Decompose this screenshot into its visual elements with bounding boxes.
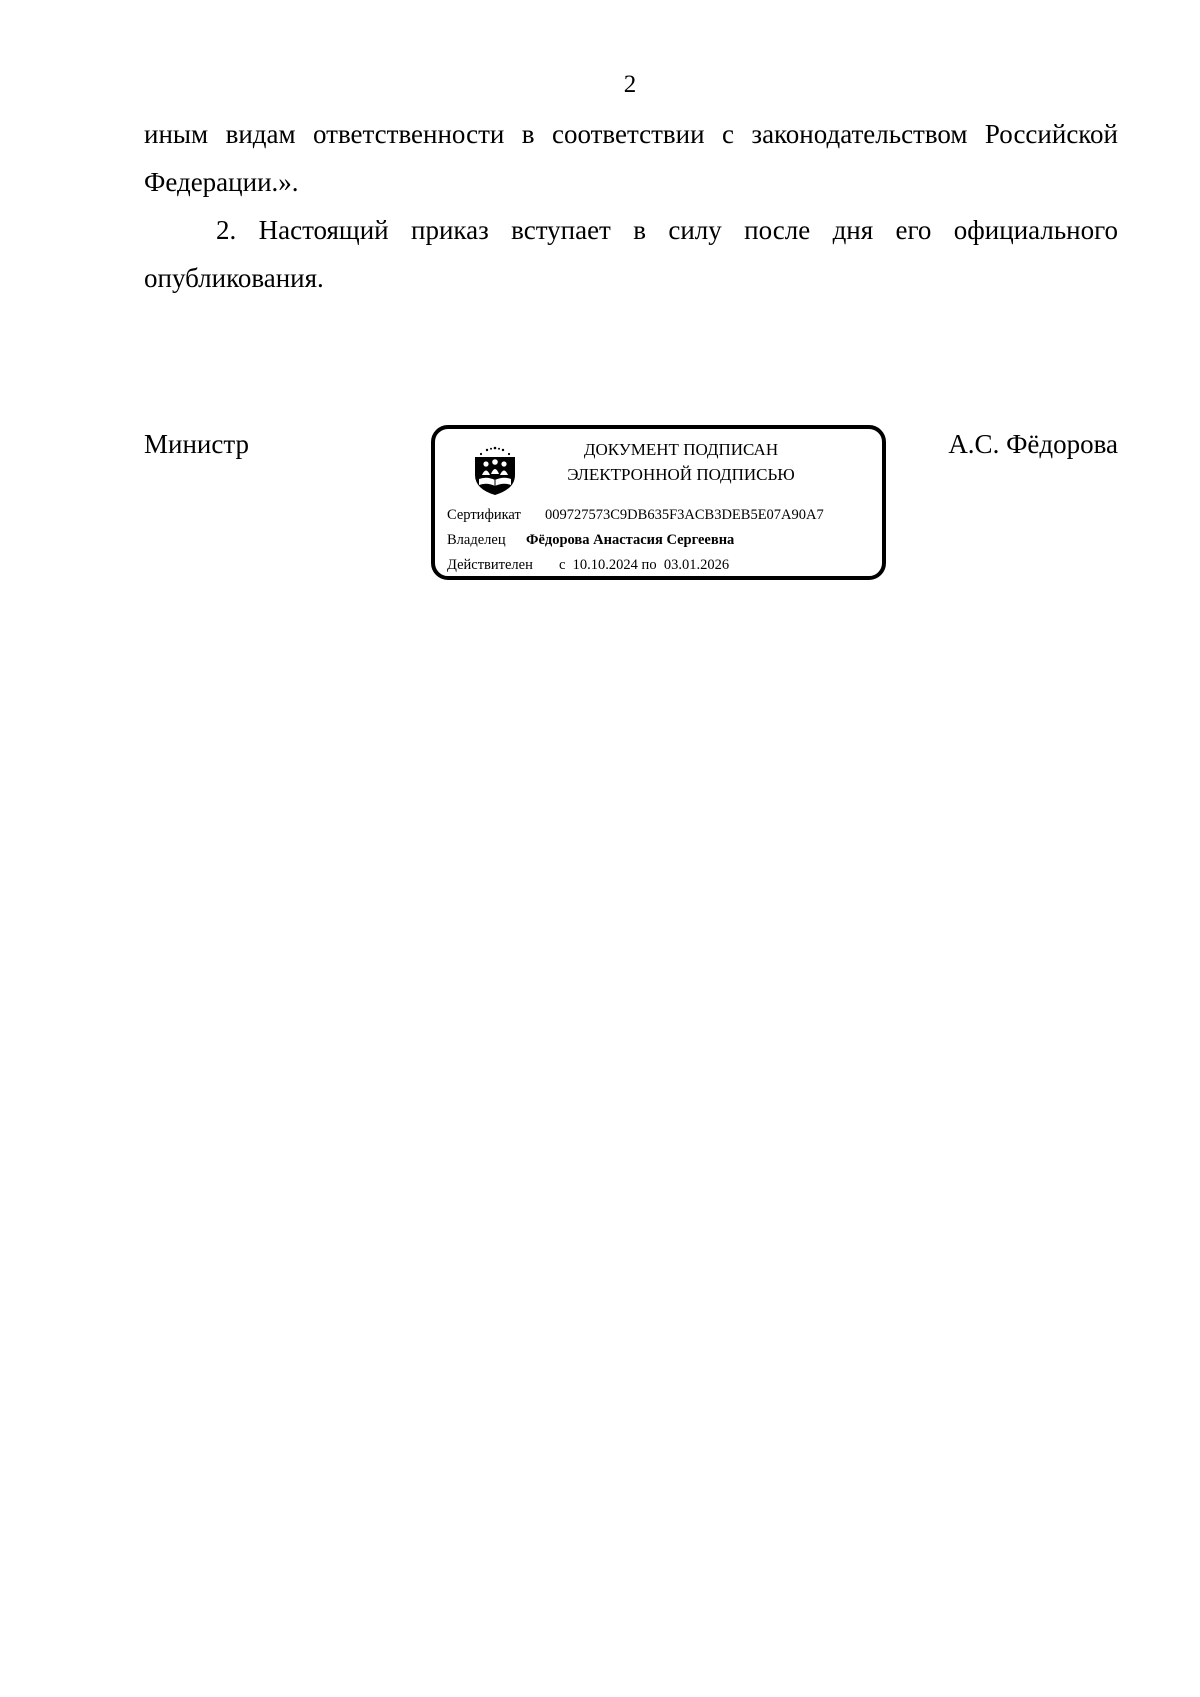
stamp-owner-value: Фёдорова Анастасия Сергеевна: [526, 532, 735, 548]
stamp-certificate-value: 009727573C9DB635F3ACB3DEB5E07A90A7: [545, 507, 824, 523]
stamp-certificate-label: Сертификат: [447, 507, 521, 523]
stamp-owner-label: Владелец: [447, 532, 506, 548]
page-number: 2: [623, 71, 637, 98]
stamp-validity-value: с 10.10.2024 по 03.01.2026: [559, 557, 730, 573]
signer-name: А.С. Фёдорова: [948, 429, 1118, 459]
signer-title: Министр: [144, 429, 249, 459]
stamp-heading: [531, 437, 831, 487]
stamp-heading-line-1: ДОКУМЕНТ ПОДПИСАН: [583, 440, 779, 459]
body-paragraph-2: 2. Настоящий приказ вступает в силу после дня его официального опубликования.: [144, 215, 1118, 293]
stamp-heading-line-2: ЭЛЕКТРОННОЙ ПОДПИСЬЮ: [567, 465, 795, 484]
electronic-signature-stamp: [431, 425, 886, 580]
body-paragraph-1: иным видам ответственности в соответствии с законодательством Российской Федерации.».: [144, 119, 1118, 197]
coat-of-arms-emblem-icon: [471, 445, 519, 497]
stamp-validity-label: Действителен: [447, 557, 533, 573]
stamp-validity-row: [447, 555, 729, 575]
stamp-certificate-row: [447, 505, 824, 525]
stamp-owner-row: [447, 530, 734, 550]
